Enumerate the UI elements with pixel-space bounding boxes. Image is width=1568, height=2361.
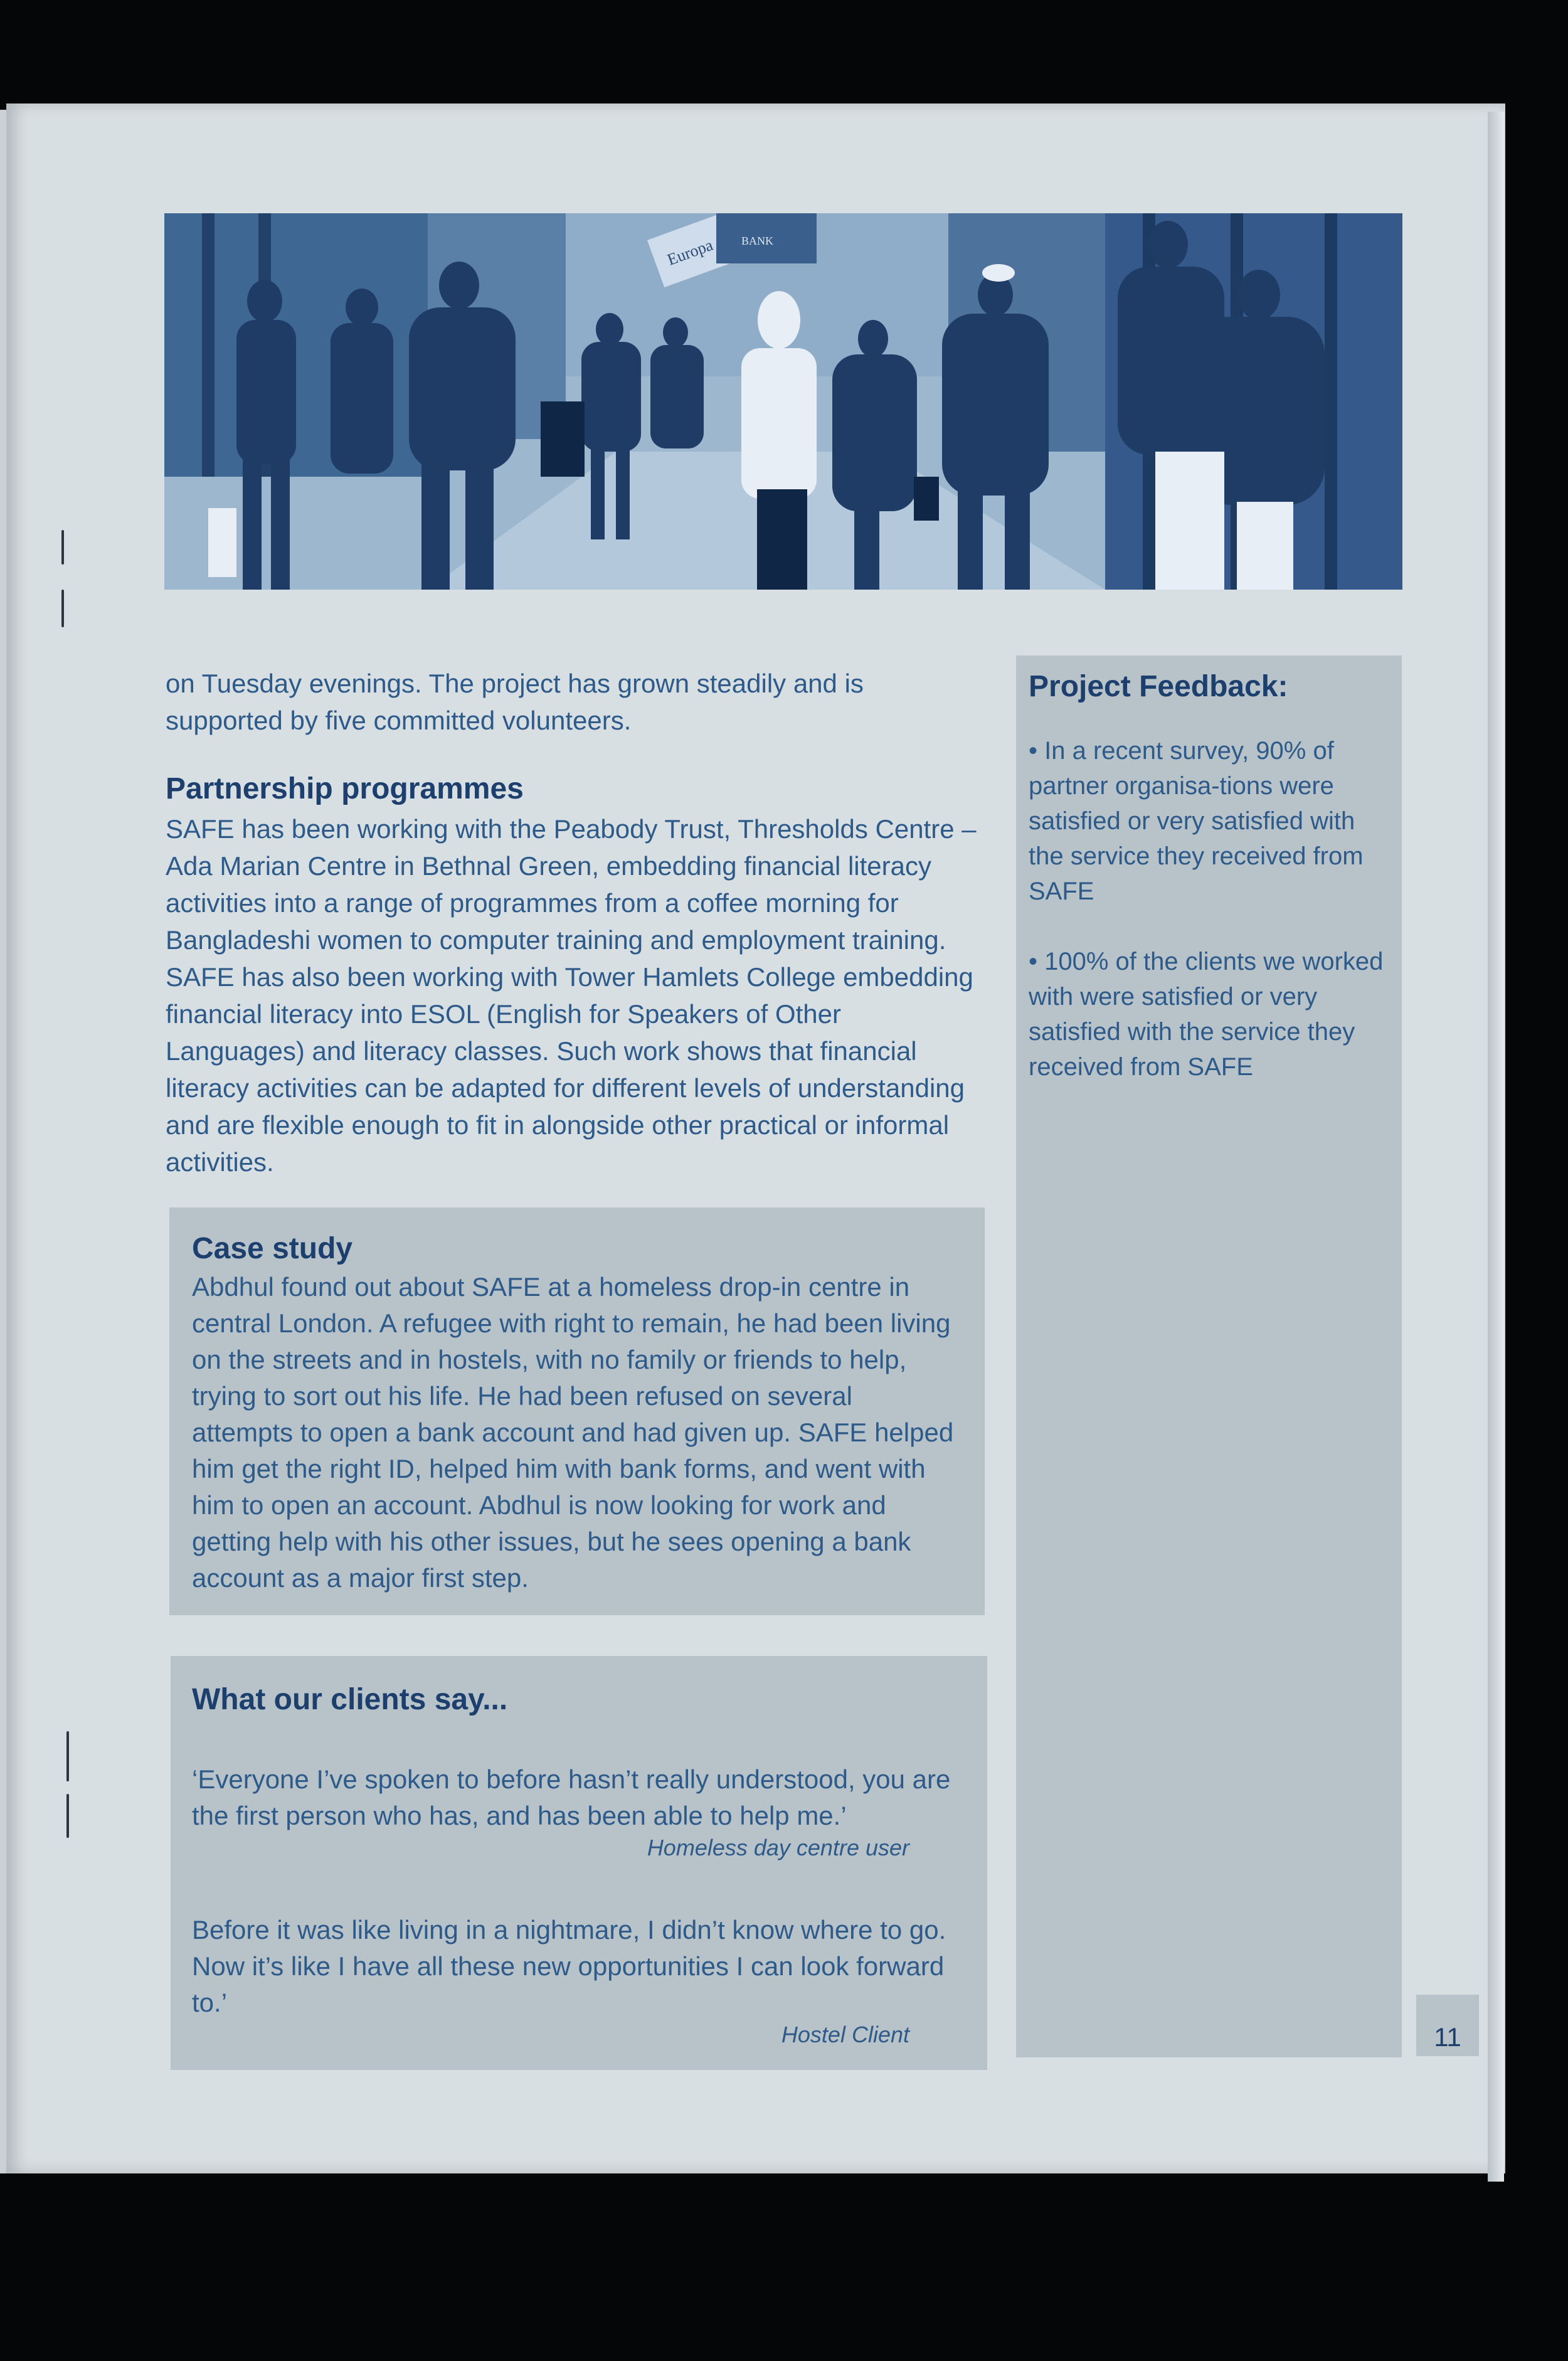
quote-attribution: Hostel Client xyxy=(781,2022,909,2047)
staple-mark xyxy=(66,1794,69,1838)
case-study-body: Abdhul found out about SAFE at a homeless drop-in centre in central London. A refugee with right to remain, he had been living on the streets and in hostels, with no family or friends to help, trying to sort out his life. He had been refused on several attempts to open a bank account and had given up. SAFE helped him get the right ID, helped him with bank forms, and went with him to open an account. Abdhul is now looking for work and getting help with his other issues, but he sees opening a bank account as a major first step. xyxy=(192,1272,954,1593)
intro-paragraph: on Tuesday evenings. The project has grown steadily and is supported by five committed volunteers. xyxy=(166,669,864,735)
staple-mark xyxy=(61,530,64,565)
main-column xyxy=(166,665,981,1180)
sign-europa: Europa xyxy=(664,235,716,269)
case-study-box xyxy=(169,1207,985,1615)
project-feedback-panel xyxy=(1016,655,1402,2057)
staple-mark xyxy=(66,1731,69,1781)
staple-mark xyxy=(61,590,64,627)
client-quotes-heading: What our clients say... xyxy=(192,1683,508,1716)
quote-text: Before it was like living in a nightmare, I didn’t know where to go. Now it’s like I have all these new opportunities I can look forward to.’ xyxy=(192,1915,946,2017)
street-crowd-photo-icon xyxy=(164,213,1402,590)
partnership-heading: Partnership programmes xyxy=(166,772,524,805)
quote-attribution: Homeless day centre user xyxy=(647,1835,909,1860)
partnership-body: SAFE has been working with the Peabody Trust, Thresholds Centre – Ada Marian Centre in Bethnal Green, embedding financial literacy activities into a range of programmes from a coffee morning for Bangladeshi women to computer training and employment training. SAFE has also been working with Tower Hamlets College embedding financial literacy into ESOL (English for Speakers of Other Languages) and literacy classes. Such work shows that financial literacy activities can be adapted for different levels of understanding and are flexible enough to fit in alongside other practical or informal activities. xyxy=(166,814,977,1177)
page-number: 11 xyxy=(1416,1995,1479,2056)
header-photo xyxy=(164,213,1402,590)
client-quotes-box xyxy=(171,1656,987,2070)
quote-text: ‘Everyone I’ve spoken to before hasn’t really understood, you are the first person who has, and has been able to help me.’ xyxy=(192,1764,951,1830)
case-study-heading: Case study xyxy=(192,1232,353,1265)
sign-bank: BANK xyxy=(741,235,774,247)
feedback-heading: Project Feedback: xyxy=(1029,670,1288,703)
page-right-edge xyxy=(1488,112,1504,2182)
feedback-item: • 100% of the clients we worked with were satisfied or very satisfied with the service they received from SAFE xyxy=(1029,948,1384,1081)
feedback-item: • In a recent survey, 90% of partner organisa-tions were satisfied or very satisfied with the service they received from SAFE xyxy=(1029,737,1364,905)
